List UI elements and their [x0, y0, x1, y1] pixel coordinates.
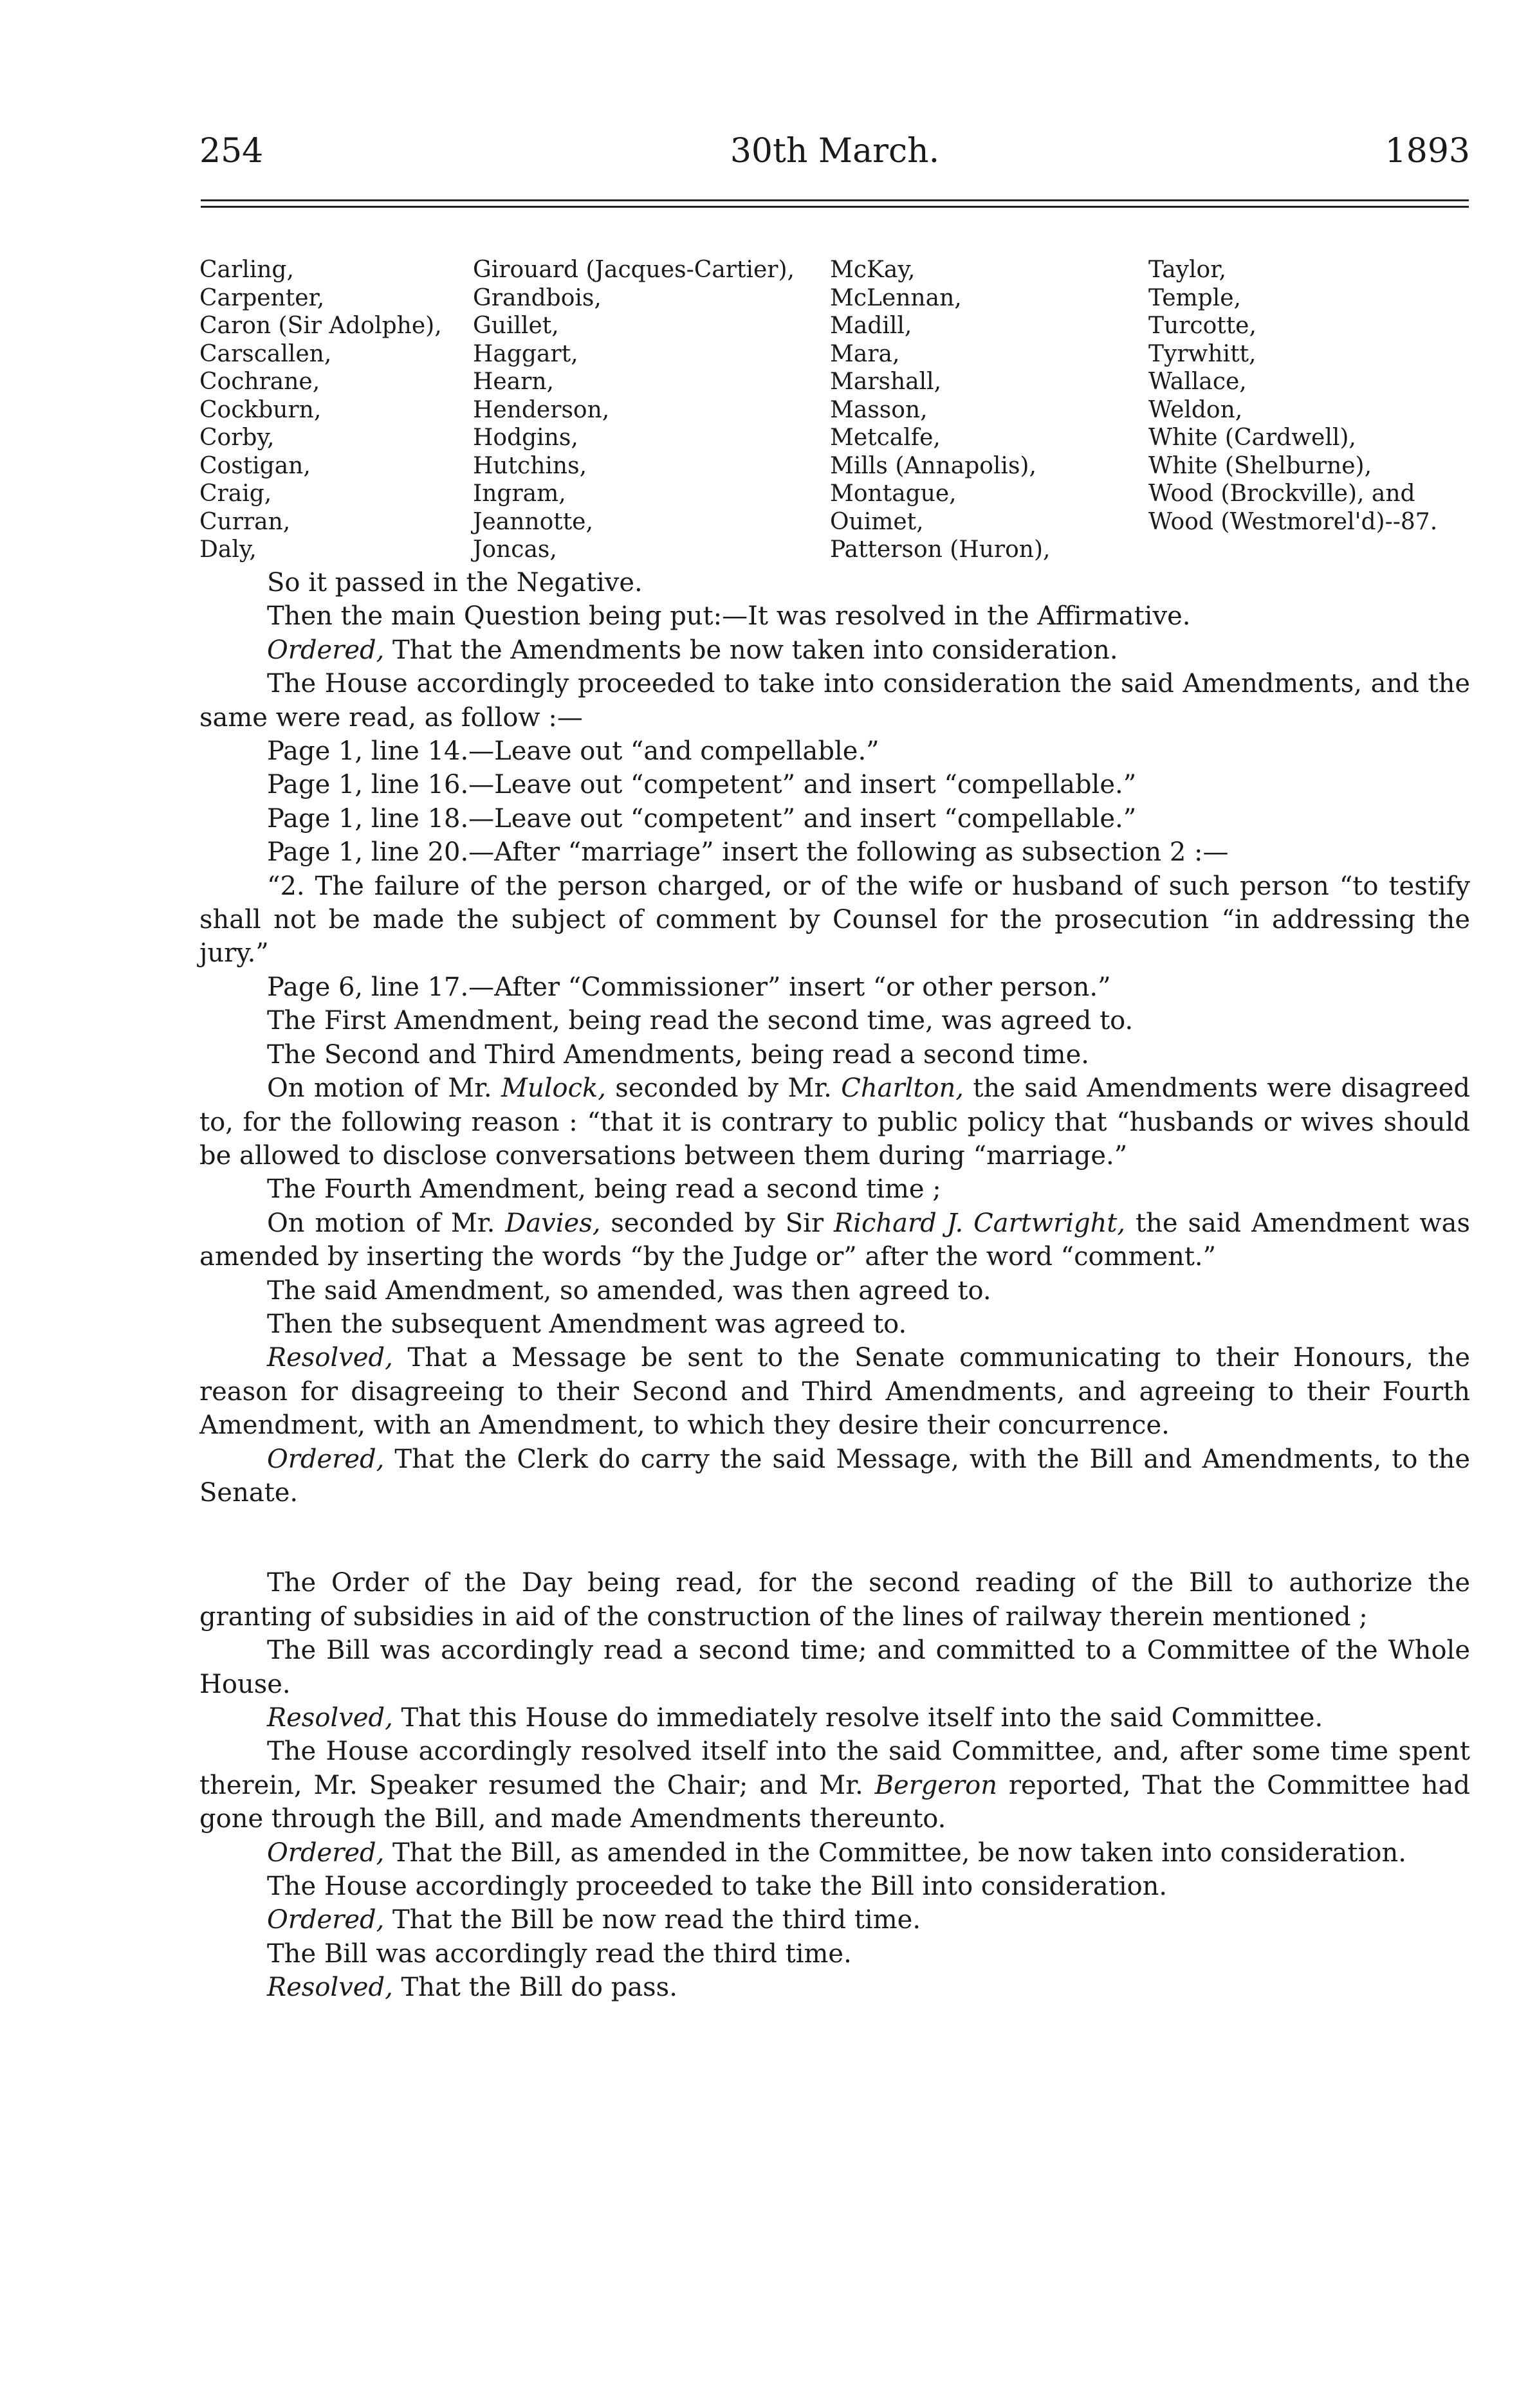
page-year: 1893 — [1385, 132, 1470, 170]
member-name: Joncas, — [473, 536, 557, 563]
paragraph: Resolved, That this House do immediately resolve itself into the said Committee. — [267, 1703, 1323, 1733]
member-name: Cochrane, — [199, 369, 320, 395]
member-name: Taylor, — [1148, 257, 1226, 283]
motion-term: Resolved, — [267, 1973, 393, 2003]
member-name: Carscallen, — [199, 340, 332, 367]
page-date: 30th March. — [730, 132, 940, 170]
paragraph: On motion of Mr. Mulock, seconded by Mr. Charlton, the said Amendments were disagreed to, for the following reason : “that it is contrary to public policy that “husbands or wives should be allowed to disclose conversations between them during “marriage.” — [199, 1073, 1471, 1171]
paragraph: The Order of the Day being read, for the second reading of the Bill to authorize the granting of subsidies in aid of the construction of the lines of railway therein mentioned ; — [199, 1568, 1470, 1632]
motion-term: Resolved, — [267, 1703, 393, 1733]
member-name: Daly, — [199, 536, 257, 563]
member-name-italic: Mulock, — [501, 1073, 606, 1104]
member-name: Wallace, — [1148, 369, 1247, 395]
names-column-4 — [1148, 256, 1437, 536]
member-name: Metcalfe, — [830, 424, 941, 451]
member-name: Ouimet, — [830, 508, 924, 535]
names-column-2 — [473, 256, 795, 564]
member-name: Guillet, — [473, 313, 559, 339]
member-name: Marshall, — [830, 369, 942, 395]
amendment-line: Page 1, line 16.—Leave out “competent” and insert “compellable.” — [267, 770, 1137, 800]
names-column-1 — [199, 256, 442, 564]
member-name: Grandbois, — [473, 284, 602, 311]
paragraph: Then the subsequent Amendment was agreed to. — [267, 1309, 907, 1339]
member-name: Haggart, — [473, 340, 578, 367]
member-name: Madill, — [830, 313, 912, 339]
member-name: Girouard (Jacques-Cartier), — [473, 257, 795, 283]
paragraph: Ordered, That the Bill be now read the third time. — [267, 1905, 921, 1935]
motion-term: Ordered, — [267, 1838, 385, 1868]
paragraph: The Fourth Amendment, being read a second time ; — [267, 1174, 941, 1205]
header-rule-bottom — [201, 206, 1469, 208]
paragraph: The Second and Third Amendments, being read a second time. — [267, 1039, 1089, 1070]
member-name: McKay, — [830, 257, 916, 283]
member-name: McLennan, — [830, 284, 962, 311]
member-name: Hodgins, — [473, 424, 578, 451]
motion-term: Resolved, — [267, 1343, 393, 1373]
member-name: Carling, — [199, 257, 294, 283]
member-name: Hutchins, — [473, 452, 587, 479]
paragraph: Then the main Question being put:—It was resolved in the Affirmative. — [267, 601, 1191, 632]
paragraph: Resolved, That a Message be sent to the Senate communicating to their Honours, the reason for disagreeing to their Second and Third Amendments, and agreeing to their Fourth Amendment, with an Amendment, to which they desire their concurrence. — [199, 1343, 1470, 1441]
member-name: Montague, — [830, 480, 957, 507]
paragraph: On motion of Mr. Davies, seconded by Sir Richard J. Cartwright, the said Amendment was amended by inserting the words “by the Judge or” after the word “comment.” — [199, 1208, 1470, 1272]
paragraph: Ordered, That the Amendments be now taken into consideration. — [267, 635, 1118, 665]
member-name: White (Shelburne), — [1148, 452, 1372, 479]
amendment-line: Page 6, line 17.—After “Commissioner” insert “or other person.” — [267, 972, 1111, 1002]
paragraph: Ordered, That the Bill, as amended in the Committee, be now taken into consideration. — [267, 1838, 1406, 1868]
page-number: 254 — [199, 132, 264, 170]
motion-term: Ordered, — [267, 1444, 385, 1474]
member-name: Henderson, — [473, 396, 610, 423]
section-spacer — [199, 1510, 1470, 1566]
member-name: Mills (Annapolis), — [830, 452, 1036, 479]
member-name: Temple, — [1148, 284, 1241, 311]
amendment-line: Page 1, line 18.—Leave out “competent” and insert “compellable.” — [267, 803, 1137, 834]
member-name: Tyrwhitt, — [1148, 340, 1256, 367]
paragraph: The House accordingly proceeded to take into consideration the said Amendments, and the same were read, as follow :— — [199, 669, 1470, 733]
amendment-line: Page 1, line 20.—After “marriage” insert the following as subsection 2 :— — [267, 837, 1229, 868]
member-name: Corby, — [199, 424, 275, 451]
member-name: Wood (Westmorel'd)--87. — [1148, 508, 1438, 535]
member-name-italic: Charlton, — [841, 1073, 964, 1104]
member-name: Jeannotte, — [473, 508, 593, 535]
member-name: Cockburn, — [199, 396, 322, 423]
paragraph: So it passed in the Negative. — [267, 568, 643, 597]
member-name: Weldon, — [1148, 396, 1243, 423]
member-name: Craig, — [199, 480, 272, 507]
member-name: Patterson (Huron), — [830, 536, 1051, 563]
member-name: Masson, — [830, 396, 928, 423]
member-name: Carpenter, — [199, 284, 325, 311]
member-name: Mara, — [830, 340, 900, 367]
member-name: Curran, — [199, 508, 291, 535]
quoted-subsection: “2. The failure of the person charged, or of the wife or husband of such person “to testify shall not be made the subject of comment by Counsel for the prosecution “in addressing the jury.” — [199, 871, 1470, 969]
paragraph: The Bill was accordingly read a second time; and committed to a Committee of the Whole House. — [199, 1636, 1470, 1699]
member-name: Turcotte, — [1148, 313, 1256, 339]
page-header — [199, 132, 1470, 177]
member-name: Ingram, — [473, 480, 566, 507]
member-name-italic: Davies, — [505, 1208, 601, 1238]
proceedings-text — [199, 566, 1470, 2005]
motion-term: Ordered, — [267, 1905, 385, 1935]
paragraph: Resolved, That the Bill do pass. — [267, 1973, 677, 2003]
paragraph: The First Amendment, being read the second time, was agreed to. — [267, 1006, 1134, 1036]
member-name: Caron (Sir Adolphe), — [199, 313, 442, 339]
paragraph: Ordered, That the Clerk do carry the said Message, with the Bill and Amendments, to the Senate. — [199, 1444, 1470, 1508]
member-name: White (Cardwell), — [1148, 424, 1356, 451]
paragraph: The said Amendment, so amended, was then agreed to. — [267, 1275, 991, 1306]
header-rule-top — [201, 199, 1469, 201]
member-name: Wood (Brockville), and — [1148, 480, 1415, 507]
amendment-line: Page 1, line 14.—Leave out “and compellable.” — [267, 736, 879, 767]
paragraph: The House accordingly proceeded to take the Bill into consideration. — [267, 1872, 1168, 1902]
motion-term: Ordered, — [267, 635, 385, 665]
member-name: Costigan, — [199, 452, 311, 479]
member-name: Hearn, — [473, 369, 554, 395]
member-name-italic: Bergeron — [874, 1770, 998, 1800]
names-column-3 — [830, 256, 1050, 564]
paragraph: The Bill was accordingly read the third time. — [267, 1938, 852, 1969]
member-name-italic: Richard J. Cartwright, — [834, 1208, 1126, 1238]
paragraph: The House accordingly resolved itself into the said Committee, and, after some time spent therein, Mr. Speaker resumed the Chair; and Mr. Bergeron reported, That the Committee had gone through the Bill, and made Amendments thereunto. — [199, 1737, 1470, 1834]
